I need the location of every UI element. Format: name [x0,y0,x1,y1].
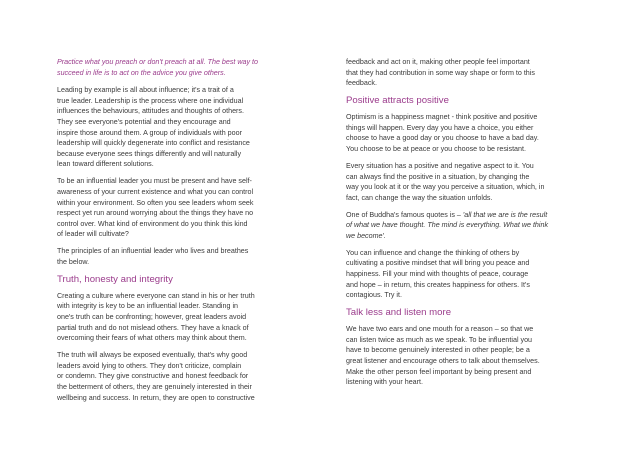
paragraph-principles: The principles of an influential leader who lives and breathes the below. [57,247,249,266]
heading-talk-less-listen-more: Talk less and listen more [346,307,452,319]
paragraph-feedback: feedback and act on it, making other people feel important that they had contribution in some way shape or form to this feedback. [346,58,535,88]
paragraph-influence-thinking: You can influence and change the thinking of others by cultivating a positive mindset that will bring you peace and happiness. Fill your mind with thoughts of peace, courage and hope – in return, this creates happiness for others. It's contagious. Try it. [346,248,530,300]
buddha-quote-lead: One of Buddha's famous quotes is – [346,210,463,219]
paragraph-every-situation: Every situation has a positive and negative aspect to it. You can always find the positive in a situation, by changing the way you look at it or the way you perceive a situation, which, in fact, can change the way the situation unfolds. [346,161,545,202]
paragraph-culture-of-truth: Creating a culture where everyone can stand in his or her truth with integrity is key to be an influential leader. Standing in one's truth can be confronting; however, great leaders avoid partial truth and do not mislead others. They have a knack of overcoming their fears of what others may think about them. [57,291,255,343]
heading-truth-honesty-integrity: Truth, honesty and integrity [57,273,173,285]
paragraph-two-ears: We have two ears and one mouth for a reason – so that we can listen twice as much as we speak. To be influential you have to become genuinely interested in other people; be a great listener and encourage others to talk about themselves. Make the other person feel important by being present and listening with your heart. [346,325,540,387]
buddha-quote-text: 'all that we are is the result of what we have thought. The mind is everything. What we think we become'. [346,210,549,240]
paragraph-optimism: Optimism is a happiness magnet - think positive and positive things will happen. Every day you have a choice, you either choose to have a good day or you choose to have a bad day. You choose to be at peace or you choose to be resistant. [346,113,539,153]
paragraph-self-awareness: To be an influential leader you must be present and have self- awareness of your current existence and what you can control within your environment. So often you see leaders whom seek respect yet run around worrying about the things they have no control over. What kind of environment do you think this kind of leader will cultivate? [57,177,254,239]
paragraph-leading-by-example: Leading by example is all about influence; it's a trait of a true leader. Leadership is the process where one individual influences the behaviours, attitudes and thoughts of others. They see everyone's potential and they encourage and inspire those around them. A group of individuals with poor leadership will quickly degenerate into conflict and resistance because everyone sees things differently and will naturally lean toward different solutions. [57,86,250,169]
left-column [57,57,291,410]
right-column [346,57,582,394]
heading-positive-attracts-positive: Positive attracts positive [346,95,449,107]
intro-quote: Practice what you preach or don't preach at all. The best way to succeed in life is to act on the advice you give others. [57,58,259,77]
paragraph-truth-exposed: The truth will always be exposed eventually, that's why good leaders avoid lying to others. They don't criticize, complain or condemn. They give constructive and honest feedback for the betterment of others, they are genuinely interested in their wellbeing and success. In return, they are open to constructive [57,351,255,402]
paragraph-buddha-quote [346,210,582,242]
